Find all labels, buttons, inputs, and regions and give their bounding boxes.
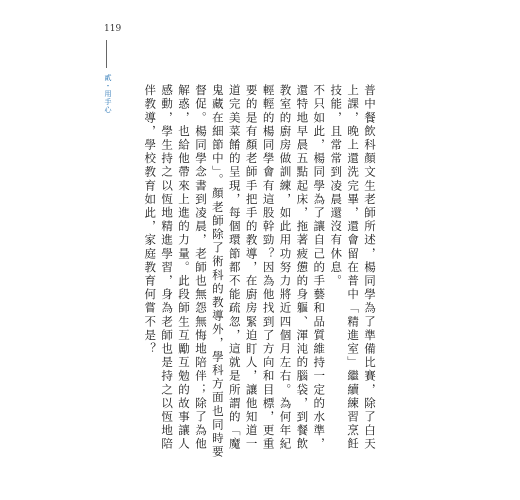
paragraph-1: 普中餐飲科顏文生老師所述，楊同學為了準備比賽，除了白天上課，晚上還洗完畢，還會留在普中「精進室」繼續練習烹飪技能，且常常到凌晨還沒有休息。 — [329, 84, 377, 452]
page-number: 119 — [104, 24, 122, 34]
margin-rule — [106, 40, 107, 68]
body-text — [143, 84, 378, 464]
running-head: 貳・用手心 — [104, 74, 112, 114]
paragraph-2: 不只如此，楊同學為了讓自己的手藝和品質維持一定的水準，還特地早晨五點起床，拖著疲憊的身軀、渾沌的腦袋，到餐飲教室的廚房做訓練，如此用功努力將近四個月左右。為何年紀輕輕的楊同學會有這股幹勁？因為他找到了方向和目標，更重要的是有顏老師手把手的教導，在廚房緊迫盯人，讓他知道一道完美菜餚的呈現，每個環節都不能疏忽，這就是所謂的「魔鬼藏在細節中」。顏老師除了術科的教導外，學科方面也同時要督促。楊同學念書到凌晨，老師也無怨無悔地陪伴；除了為他解惑，也給他帶來上進的力量。此段師生互勵互勉的故事讓人感動，學生持之以恆地精進學習，身為老師也是持之以恆地陪伴教導，學校教育如此，家庭教育何嘗不是？ — [143, 84, 327, 460]
